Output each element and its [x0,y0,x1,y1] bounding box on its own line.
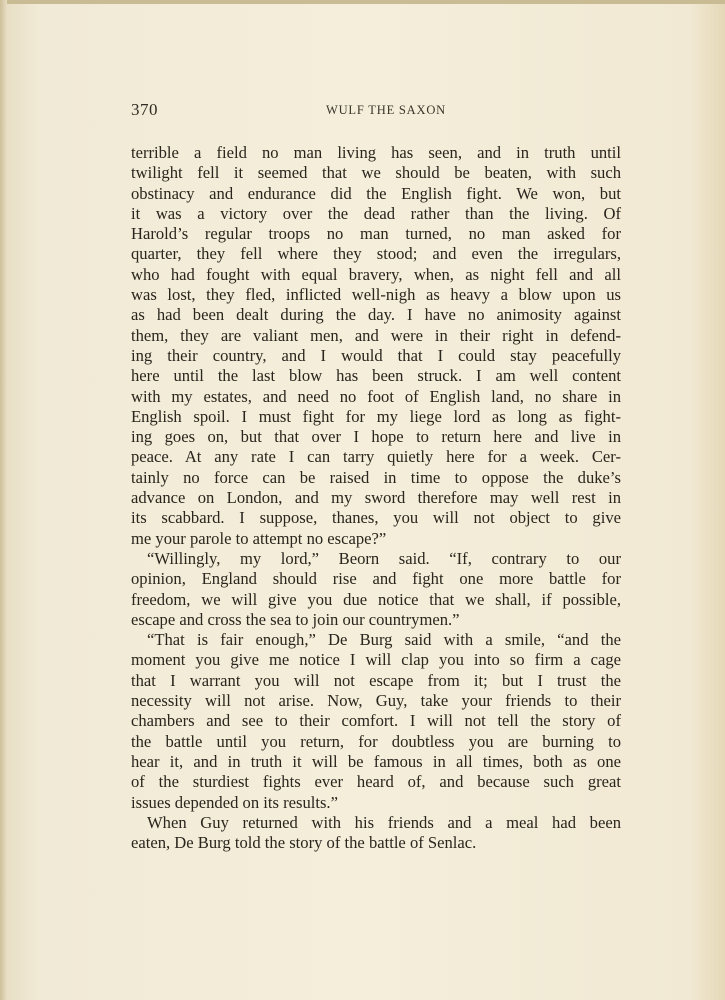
text-line: of the sturdiest fights ever heard of, and because such great [131,772,621,792]
text-line: “Willingly, my lord,” Beorn said. “If, contrary to our [147,548,621,568]
text-line: hear it, and in truth it will be famous in all times, both as one [131,751,621,771]
page-binding-edge [0,0,7,1000]
body-text [131,143,621,853]
text-line: it was a victory over the dead rather than the living. Of [131,203,621,223]
text-line: them, they are valiant men, and were in their right in defend- [131,325,621,345]
text-line: was lost, they fled, inflicted well-nigh as heavy a blow upon us [131,285,621,305]
text-line: me your parole to attempt no escape?” [131,528,387,548]
text-line: eaten, De Burg told the story of the battle of Senlac. [131,833,477,853]
text-line: peace. At any rate I can tarry quietly here for a week. Cer- [131,447,621,467]
text-line: advance on London, and my sword therefore may well rest in [131,488,621,508]
text-line: twilight fell it seemed that we should be beaten, with such [131,163,621,183]
text-line: with my estates, and need no foot of English land, no share in [131,386,621,406]
text-line: chambers and see to their comfort. I will not tell the story of [131,711,621,731]
text-line: When Guy returned with his friends and a meal had been [147,812,621,832]
text-line: who had fought with equal bravery, when, as night fell and all [131,264,621,284]
text-line: necessity will not arise. Now, Guy, take your friends to their [131,691,621,711]
text-line: English spoil. I must fight for my liege lord as long as fight- [131,406,621,426]
running-head: WULF THE SAXON [326,103,446,117]
text-line: its scabbard. I suppose, thanes, you will not object to give [131,508,621,528]
text-line: ing goes on, but that over I hope to return here and live in [131,427,621,447]
text-line: escape and cross the sea to join our countrymen.” [131,609,460,629]
text-line: ing their country, and I would that I could stay peacefully [131,345,621,365]
page-top-edge [0,0,725,4]
text-line: Harold’s regular troops no man turned, no man asked for [131,224,621,244]
text-line: terrible a field no man living has seen, and in truth until [131,143,621,162]
text-line: the battle until you return, for doubtless you are burning to [131,731,621,751]
text-line: quarter, they fell where they stood; and even the irregulars, [131,244,621,264]
text-line: as had been dealt during the day. I have no animosity against [131,305,621,325]
text-line: tainly no force can be raised in time to oppose the duke’s [131,467,621,487]
text-line: obstinacy and endurance did the English fight. We won, but [131,183,621,203]
text-line: that I warrant you will not escape from it; but I trust the [131,670,621,690]
text-line: moment you give me notice I will clap you into so firm a cage [131,650,621,670]
text-line: here until the last blow has been struck. I am well content [131,366,621,386]
text-line: opinion, England should rise and fight one more battle for [131,569,621,589]
text-line: freedom, we will give you due notice that we shall, if possible, [131,589,621,609]
text-line: issues depended on its results.” [131,792,338,812]
page-header [131,100,621,124]
page-number: 370 [131,100,158,119]
text-line: “That is fair enough,” De Burg said with a smile, “and the [147,630,621,650]
